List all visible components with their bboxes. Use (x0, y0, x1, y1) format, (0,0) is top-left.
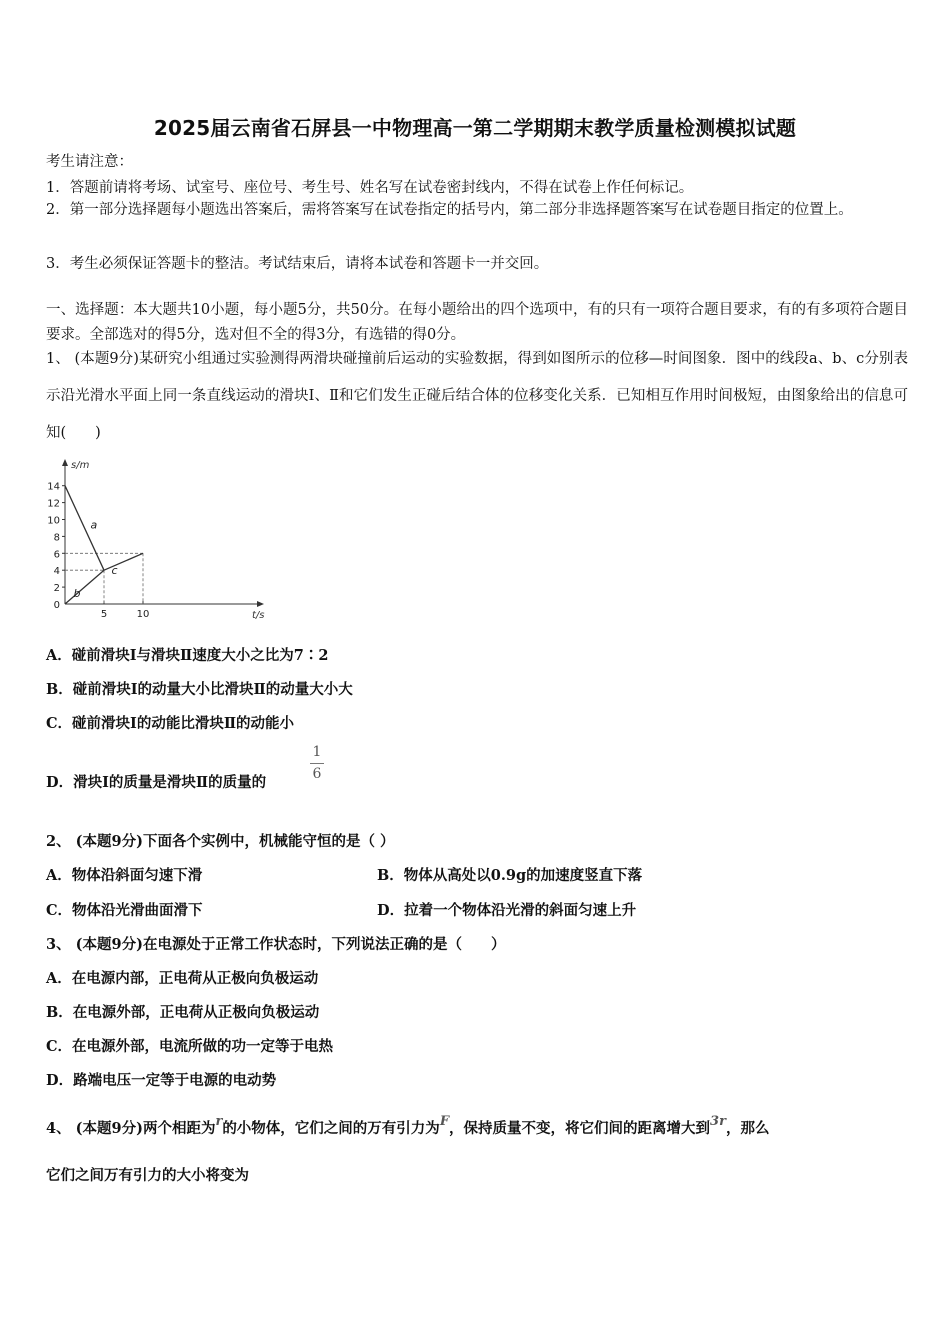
fraction-bar (310, 763, 324, 764)
y-tick-label: 2 (53, 583, 60, 595)
notice-item-3: 3．考生必须保证答题卡的整洁。考试结束后，请将本试卷和答题卡一并交回。 (46, 256, 549, 272)
series-line-c (104, 553, 143, 570)
question-1-stem: 1、 (本题9分)某研究小组通过实验测得两滑块碰撞前后运动的实验数据，得到如图所示的位移—时间图象．图中的线段a、b、c分别表示沿光滑水平面上同一条直线运动的滑块Ⅰ、Ⅱ和它们发生正碰后结合体的位移变化关系．已知相互作用时间极短，由图象给出的信息可知( ) (46, 351, 908, 441)
y-tick-label: 6 (53, 549, 60, 561)
question-4-stem (46, 1114, 769, 1138)
series-line-b (65, 570, 104, 604)
var-r: r (215, 1114, 223, 1129)
q1-option-b[interactable]: B．碰前滑块Ⅰ的动量大小比滑块Ⅱ的动量大小大 (46, 681, 353, 698)
y-tick-label: 4 (53, 566, 60, 578)
q1-option-c[interactable]: C．碰前滑块Ⅰ的动能比滑块Ⅱ的动能小 (46, 715, 295, 732)
y-tick-label: 0 (53, 600, 60, 611)
x-tick-label: 10 (136, 609, 150, 620)
q2-option-a[interactable]: A．物体沿斜面匀速下滑 (46, 867, 203, 884)
page-title: 2025届云南省石屏县一中物理高一第二学期期末教学质量检测模拟试题 (153, 116, 797, 140)
notice-item-2: 2．第一部分选择题每小题选出答案后，需将答案写在试卷指定的括号内，第二部分非选择题答案写在试卷题目指定的位置上。 (46, 202, 853, 218)
var-F: F (439, 1114, 450, 1129)
displacement-time-chart (40, 455, 280, 625)
y-axis-arrow (62, 459, 68, 466)
q4-text-1: 4、 (本题9分)两个相距为 (46, 1120, 216, 1137)
q3-option-a[interactable]: A．在电源内部，正电荷从正极向负极运动 (46, 970, 319, 987)
x-tick-label: 5 (100, 609, 108, 620)
y-tick-label: 12 (47, 498, 60, 510)
notice-heading: 考生请注意： (46, 154, 133, 170)
y-tick-label: 14 (47, 481, 60, 493)
q1-option-a[interactable]: A．碰前滑块Ⅰ与滑块Ⅱ速度大小之比为7∶2 (46, 647, 329, 664)
fraction-numerator: 1 (312, 744, 322, 760)
series-label-b: b (73, 587, 81, 601)
q2-option-b[interactable]: B．物体从高处以0.9g的加速度竖直下落 (377, 867, 643, 884)
q3-option-b[interactable]: B．在电源外部，正电荷从正极向负极运动 (46, 1004, 320, 1021)
q3-option-d[interactable]: D．路端电压一定等于电源的电动势 (46, 1072, 277, 1089)
notice-item-1: 1．答题前请将考场、试室号、座位号、考生号、姓名写在试卷密封线内，不得在试卷上作任何标记。 (46, 180, 694, 196)
series-label-a: a (90, 518, 98, 532)
q1-option-d[interactable]: D．滑块Ⅰ的质量是滑块Ⅱ的质量的 (46, 774, 267, 791)
q4-text-4: ，那么 (725, 1120, 770, 1137)
x-axis-label: t/s (252, 610, 265, 621)
section-heading: 一、选择题：本大题共10小题，每小题5分，共50分。在每小题给出的四个选项中，有的只有一项符合题目要求，有的有多项符合题目要求。全部选对的得5分，选对但不全的得3分，有选错的得0分。 (46, 302, 908, 343)
q3-option-c[interactable]: C．在电源外部，电流所做的功一定等于电热 (46, 1038, 334, 1055)
series-line-a (65, 486, 104, 571)
x-axis-arrow (257, 601, 264, 607)
y-tick-label: 8 (53, 532, 60, 544)
question-3-stem: 3、 (本题9分)在电源处于正常工作状态时，下列说法正确的是（ ） (46, 936, 506, 953)
series-label-c: c (111, 563, 118, 577)
question-4-stem-cont: 它们之间万有引力的大小将变为 (46, 1167, 249, 1184)
y-tick-label: 10 (47, 515, 60, 527)
question-2-stem: 2、 (本题9分)下面各个实例中，机械能守恒的是（ ） (46, 833, 395, 850)
var-3r: 3r (710, 1114, 726, 1129)
q4-text-2: 的小物体，它们之间的万有引力为 (222, 1120, 440, 1137)
q2-option-c[interactable]: C．物体沿光滑曲面滑下 (46, 902, 203, 919)
q4-text-3: ，保持质量不变，将它们间的距离增大到 (449, 1120, 711, 1137)
fraction-denominator: 6 (312, 766, 322, 782)
y-axis-label: s/m (71, 460, 90, 471)
fraction-one-sixth (310, 744, 324, 782)
q2-option-d[interactable]: D．拉着一个物体沿光滑的斜面匀速上升 (377, 902, 637, 919)
